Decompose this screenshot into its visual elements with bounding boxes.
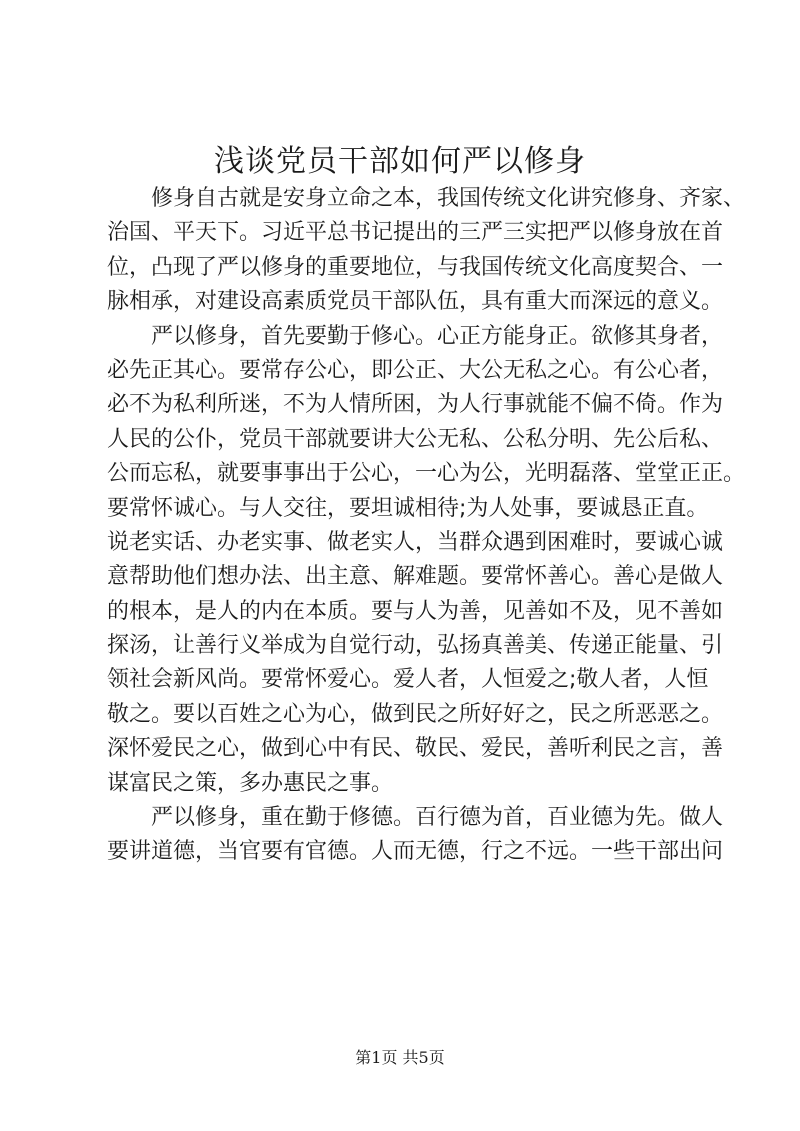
text-line: 要讲道德，当官要有官德。人而无德，行之不远。一些干部出问: [107, 839, 724, 865]
paragraph: [107, 182, 746, 320]
text-line: 脉相承，对建设高素质党员干部队伍，具有重大而深远的意义。: [107, 289, 724, 315]
page-footer: 第1页 共5页: [355, 1048, 445, 1067]
text-line: 公而忘私，就要事事出于公心，一心为公，光明磊落、堂堂正正。: [107, 461, 746, 487]
paragraph: [107, 801, 724, 870]
text-line: 修身自古就是安身立命之本，我国传统文化讲究修身、齐家、: [151, 186, 746, 211]
text-line: 人民的公仆，党员干部就要讲大公无私、公私分明、先公后私、: [107, 426, 724, 452]
text-line: 说老实话、办老实事、做老实人，当群众遇到困难时，要诚心诚: [107, 529, 724, 555]
text-line: 严以修身，首先要勤于修心。心正方能身正。欲修其身者，: [151, 323, 724, 349]
text-line: 严以修身，重在勤于修德。百行德为首，百业德为先。做人: [151, 805, 724, 831]
text-line: 深怀爱民之心，做到心中有民、敬民、爱民，善听利民之言，善: [107, 736, 724, 762]
text-line: 领社会新风尚。要常怀爱心。爱人者，人恒爱之;敬人者，人恒: [107, 667, 709, 693]
text-line: 意帮助他们想办法、出主意、解难题。要常怀善心。善心是做人: [107, 564, 724, 590]
text-line: 位，凸现了严以修身的重要地位，与我国传统文化高度契合、一: [107, 254, 724, 280]
text-line: 的根本，是人的内在本质。要与人为善，见善如不及，见不善如: [107, 598, 724, 624]
text-line: 必先正其心。要常存公心，即公正、大公无私之心。有公心者，: [107, 357, 724, 383]
text-line: 治国、平天下。习近平总书记提出的三严三实把严以修身放在首: [107, 220, 724, 246]
document-body: [107, 182, 746, 870]
text-line: 探汤，让善行义举成为自觉行动，弘扬真善美、传递正能量、引: [107, 633, 724, 659]
text-line: 必不为私利所迷，不为人情所困，为人行事就能不偏不倚。作为: [107, 392, 724, 418]
text-line: 敬之。要以百姓之心为心，做到民之所好好之，民之所恶恶之。: [107, 701, 724, 727]
paragraph: [107, 320, 746, 801]
text-line: 谋富民之策，多办惠民之事。: [107, 770, 394, 796]
text-line: 要常怀诚心。与人交往，要坦诚相待;为人处事，要诚恳正直。: [107, 495, 709, 521]
document-title: 浅谈党员干部如何严以修身: [214, 144, 586, 179]
